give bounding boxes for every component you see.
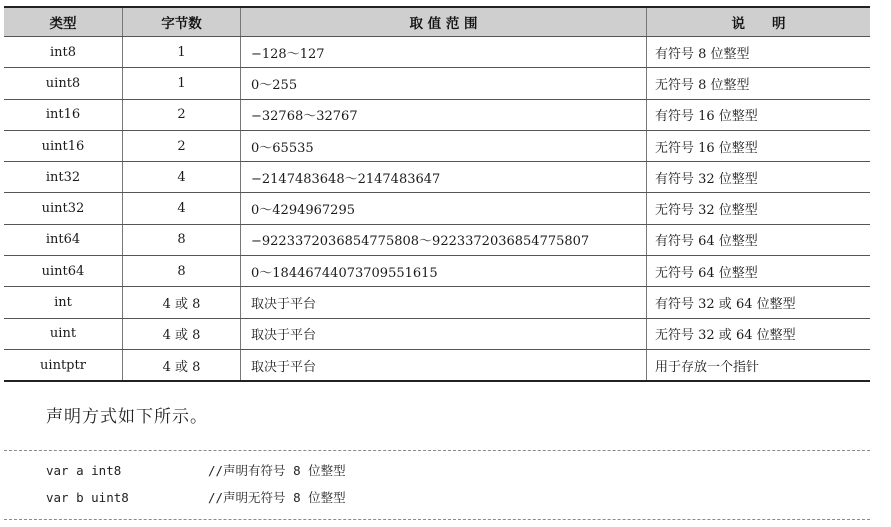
cell-type: uint8 (4, 68, 123, 99)
cell-bytes: 4 (123, 193, 241, 224)
cell-type: uint64 (4, 256, 123, 287)
cell-description: 有符号 32 或 64 位整型 (647, 287, 871, 318)
table-row (4, 256, 870, 287)
cell-type: int8 (4, 37, 123, 68)
code-statement: var b uint8 (46, 490, 129, 505)
cell-range: 0～255 (241, 68, 647, 99)
cell-range: 0～18446744073709551615 (241, 256, 647, 287)
cell-bytes: 8 (123, 224, 241, 255)
cell-range: 0～4294967295 (241, 193, 647, 224)
table-row (4, 287, 870, 318)
table-row (4, 162, 870, 193)
cell-bytes: 4 (123, 162, 241, 193)
cell-type: int16 (4, 99, 123, 130)
table-header-row (4, 7, 870, 37)
table-row (4, 99, 870, 130)
cell-description: 无符号 16 位整型 (647, 130, 871, 161)
code-line (46, 461, 346, 479)
cell-type: uintptr (4, 349, 123, 381)
cell-range: −9223372036854775808～9223372036854775807 (241, 224, 647, 255)
cell-range: 取决于平台 (241, 318, 647, 349)
cell-range: −2147483648～2147483647 (241, 162, 647, 193)
code-comment: //声明无符号 8 位整型 (208, 490, 346, 505)
header-bytes: 字节数 (123, 7, 241, 37)
cell-type: uint32 (4, 193, 123, 224)
cell-description: 无符号 32 位整型 (647, 193, 871, 224)
table-row (4, 68, 870, 99)
cell-range: −128～127 (241, 37, 647, 68)
cell-bytes: 2 (123, 99, 241, 130)
header-range: 取 值 范 围 (241, 7, 647, 37)
cell-description: 有符号 32 位整型 (647, 162, 871, 193)
cell-bytes: 1 (123, 37, 241, 68)
cell-description: 有符号 16 位整型 (647, 99, 871, 130)
cell-range: 0～65535 (241, 130, 647, 161)
code-block (4, 450, 870, 520)
cell-description: 有符号 64 位整型 (647, 224, 871, 255)
table-row (4, 349, 870, 381)
table-row (4, 130, 870, 161)
cell-range: −32768～32767 (241, 99, 647, 130)
code-comment: //声明有符号 8 位整型 (208, 463, 346, 478)
cell-type: int (4, 287, 123, 318)
cell-type: int32 (4, 162, 123, 193)
cell-description: 有符号 8 位整型 (647, 37, 871, 68)
cell-bytes: 2 (123, 130, 241, 161)
table-row (4, 37, 870, 68)
cell-description: 用于存放一个指针 (647, 349, 871, 381)
table-row (4, 318, 870, 349)
cell-bytes: 4 或 8 (123, 349, 241, 381)
table-row (4, 224, 870, 255)
table-row (4, 193, 870, 224)
cell-range: 取决于平台 (241, 349, 647, 381)
integer-types-table (4, 6, 870, 382)
cell-type: int64 (4, 224, 123, 255)
cell-description: 无符号 64 位整型 (647, 256, 871, 287)
cell-description: 无符号 32 或 64 位整型 (647, 318, 871, 349)
cell-bytes: 8 (123, 256, 241, 287)
cell-type: uint16 (4, 130, 123, 161)
cell-bytes: 1 (123, 68, 241, 99)
cell-description: 无符号 8 位整型 (647, 68, 871, 99)
intro-text: 声明方式如下所示。 (46, 407, 208, 427)
cell-bytes: 4 或 8 (123, 318, 241, 349)
header-description: 说 明 (647, 7, 871, 37)
code-line (46, 488, 346, 506)
cell-type: uint (4, 318, 123, 349)
cell-range: 取决于平台 (241, 287, 647, 318)
cell-bytes: 4 或 8 (123, 287, 241, 318)
table-body (4, 37, 870, 382)
code-statement: var a int8 (46, 463, 122, 478)
header-type: 类型 (4, 7, 123, 37)
